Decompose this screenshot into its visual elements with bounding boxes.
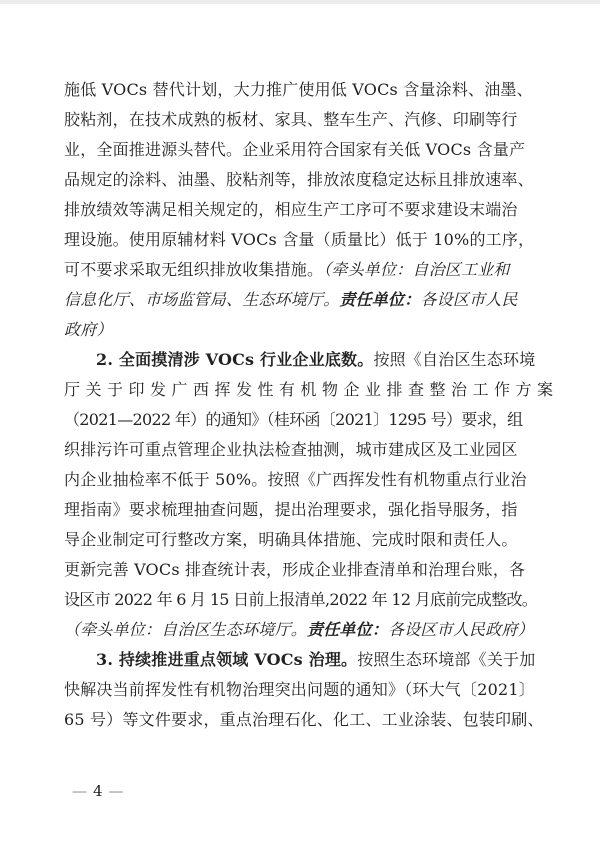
item-2-heading: 2. 全面摸清涉 VOCs 行业企业底数。 (96, 350, 374, 369)
body-text: 胶粘剂，在技术成熟的板材、家具、整车生产、汽修、印刷等行 (64, 110, 518, 129)
scan-edge (0, 0, 600, 4)
text-line (64, 75, 537, 105)
body-text: 可不要求采取无组织排放收集措施。 (64, 260, 324, 279)
text-line (64, 135, 537, 165)
text-line (64, 615, 537, 645)
text-line (64, 585, 537, 615)
body-text: （2021—2022 年）的通知》（桂环函〔2021〕1295 号）要求，组 (64, 410, 523, 429)
page-number-dash-right: — (108, 782, 125, 800)
body-text: 按照生态环境部《关于加 (357, 650, 536, 669)
body-text: 快解决当前挥发性有机物治理突出问题的通知》（环大气〔2021〕 (64, 680, 535, 699)
text-line (64, 345, 537, 375)
text-line (64, 165, 537, 195)
text-line (64, 465, 537, 495)
body-text: 织排污许可重点管理企业执法检查抽测，城市建成区及工业园区 (64, 440, 518, 459)
text-line (64, 555, 537, 585)
lead-unit-note: （牵头单位：自治区生态环境厅。 (64, 620, 308, 639)
body-text: 更新完善 VOCs 排查统计表，形成企业排查清单和治理台账，各 (64, 560, 526, 579)
document-body (64, 75, 559, 735)
body-text: 设区市 2022 年 6 月 15 日前上报清单,2022 年 12 月底前完成整改。 (64, 590, 538, 609)
responsible-unit-label: 责任单位： (307, 620, 389, 639)
body-text: 理设施。使用原辅材料 VOCs 含量（质量比）低于 10%的工序， (64, 230, 535, 249)
body-text: 导企业制定可行整改方案，明确具体措施、完成时限和责任人。 (64, 530, 518, 549)
body-text: 65 号）等文件要求，重点治理石化、化工、工业涂装、包装印刷、 (64, 710, 544, 729)
body-text: 施低 VOCs 替代计划，大力推广使用低 VOCs 含量涂料、油墨、 (64, 80, 533, 99)
body-text: 排放绩效等满足相关规定的，相应生产工序可不要求建设末端治 (64, 200, 518, 219)
body-text: 理指南》要求梳理抽查问题，提出治理要求，强化指导服务，指 (64, 500, 518, 519)
lead-unit-note: （牵头单位：自治区工业和 (323, 260, 510, 279)
responsible-unit-label: 责任单位： (339, 290, 421, 309)
text-line (64, 105, 537, 135)
body-text: 品规定的涂料、油墨、胶粘剂等，排放浓度稳定达标且排放速率、 (64, 170, 534, 189)
body-text: 厅关于印发广西挥发性有机物企业排查整治工作方案 (64, 380, 559, 399)
body-text: 按照《自治区生态环境 (373, 350, 536, 369)
responsible-unit-note: 各设区市人民政府） (388, 620, 534, 639)
item-3-heading: 3. 持续推进重点领域 VOCs 治理。 (96, 650, 358, 669)
text-line (64, 525, 537, 555)
text-line (64, 705, 544, 735)
text-line (64, 495, 537, 525)
body-text: 业，全面推进源头替代。企业采用符合国家有关低 VOCs 含量产 (64, 140, 526, 159)
text-line (64, 405, 537, 435)
lead-unit-note: 信息化厅、市场监管局、生态环境厅。 (64, 290, 340, 309)
text-line (64, 255, 537, 285)
body-text: 内企业抽检率不低于 50%。按照《广西挥发性有机物重点行业治 (64, 470, 527, 489)
text-line (64, 285, 537, 315)
text-line (64, 195, 537, 225)
text-line (64, 225, 537, 255)
page-number (72, 781, 125, 801)
responsible-unit-note: 政府） (64, 320, 113, 339)
page-number-value: 4 (93, 782, 104, 800)
text-line (64, 645, 537, 675)
text-line (64, 675, 537, 705)
responsible-unit-note: 各设区市人民 (420, 290, 518, 309)
text-line (64, 375, 559, 405)
text-line (64, 315, 537, 345)
page-number-dash-left: — (72, 782, 88, 800)
text-line (64, 435, 537, 465)
